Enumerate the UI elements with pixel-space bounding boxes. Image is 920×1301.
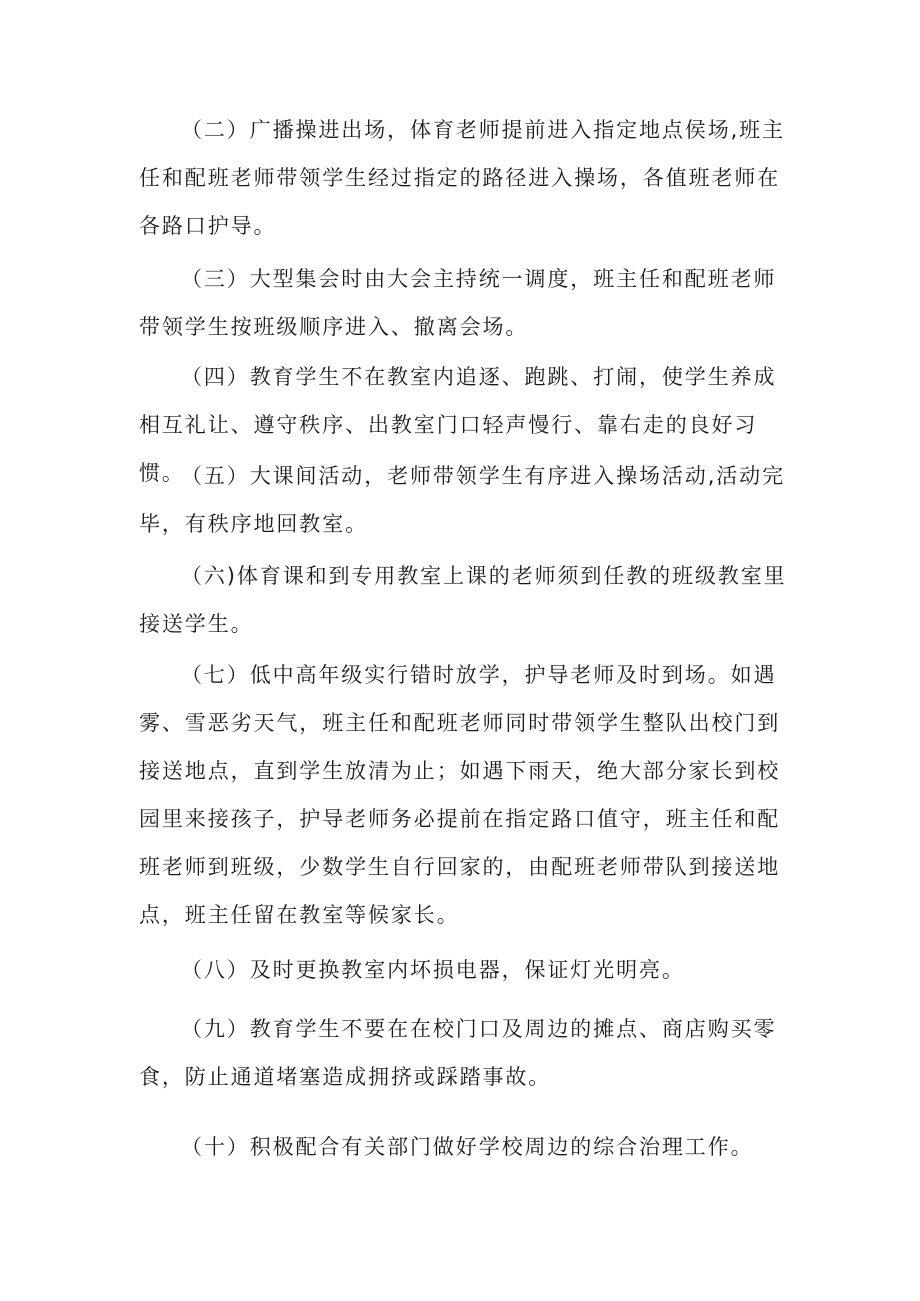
paragraph-2: （二）广播操进出场，体育老师提前进入指定地点侯场,班主任和配班老师带领学生经过指定的路径进入操场，各值班老师在各路口护导。 [139,118,785,238]
paragraph-8: （八）及时更换教室内坏损电器，保证灯光明亮。 [181,958,685,982]
paragraph-7: （七）低中高年级实行错时放学，护导老师及时到场。如遇雾、雪恶劣天气，班主任和配班老师同时带领学生整队出校门到接送地点，直到学生放清为止；如遇下雨天，绝大部分家长到校园里来接孩子，护导老师务必提前在指定路口值守，班主任和配班老师到班级，少数学生自行回家的，由配班老师带队到接送地点，班主任留在教室等候家长。 [139,663,781,927]
paragraph-6: （六)体育课和到专用教室上课的老师须到任教的班级教室里接送学生。 [139,564,787,636]
paragraph-9: （九）教育学生不要在在校门口及周边的摊点、商店购买零食，防止通道堵塞造成拥挤或踩踏事故。 [139,1017,777,1089]
paragraph-10: （十）积极配合有关部门做好学校周边的综合治理工作。 [181,1135,754,1159]
paragraph-3: （三）大型集会时由大会主持统一调度，班主任和配班老师带领学生按班级顺序进入、撤离会场。 [139,267,777,339]
paragraph-4: （四）教育学生不在教室内追逐、跑跳、打闹，使学生养成相互礼让、遵守秩序、出教室门口轻声慢行、靠右走的良好习惯。 [139,365,777,485]
paragraph-5: （五）大课间活动，老师带领学生有序进入操场活动,活动完毕，有秩序地回教室。 [139,464,785,536]
